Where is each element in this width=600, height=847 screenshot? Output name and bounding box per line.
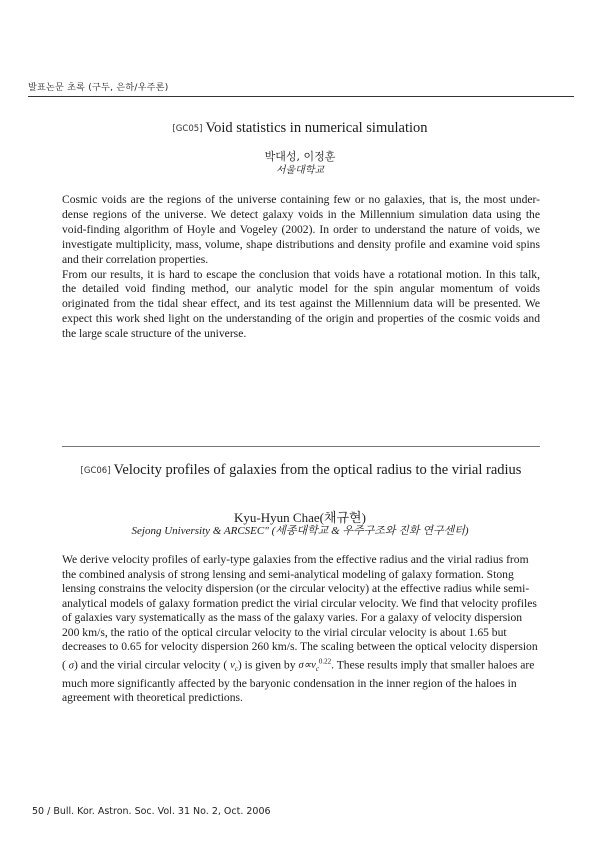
abstract-2-text-3: ) is given by — [237, 658, 296, 671]
abstract-2-title: Velocity profiles of galaxies from the optical radius to the virial radius — [113, 462, 522, 478]
relation-lhs: σ∝v — [298, 660, 316, 671]
abstract-2-text-4: . These results imply that smaller haloes are much more significantly affected by the baryonic condensation in the inner region of the haloes in agreement with theoretical predictions. — [62, 658, 535, 705]
abstract-1-authors: 박대성, 이정훈 — [264, 150, 336, 163]
abstract-1-paragraph: Cosmic voids are the regions of the universe containing few or no galaxies, that is, the most under-dense regions of the universe. We detect galaxy voids in the Millennium simulation data using the void-finding algorithm of Hoyle and Vogeley (2002). In order to understand the nature of voids, we investigate multiplicity, mass, volume, shape distributions and density profile and examine void spins and their correlation properties. — [62, 193, 540, 266]
abstract-1-title-line — [60, 120, 540, 137]
header-rule — [28, 96, 574, 97]
scaling-relation — [298, 657, 332, 674]
abstract-2-code: [GC06] — [80, 466, 111, 476]
section-divider — [62, 446, 540, 447]
abstract-1-code: [GC05] — [172, 124, 203, 134]
abstract-2-text-2: ) and the virial circular velocity ( — [73, 658, 228, 671]
abstract-2-text-1: We derive velocity profiles of early-type galaxies from the effective radius and the virial radius from the combined analysis of strong lensing and semi-analytical modeling of galaxy formation. Stong lensing constrains the velocity dispersion (or the circular velocity) at the effective radius while semi-analytical models of galaxy formation predict the virial circular velocity. We find that velocity profiles of galaxies vary systematically as the mass of the galaxy varies. For a galaxy of velocity dispersion 200 km/s, the ratio of the optical circular velocity to the virial circular velocity is about 1.65 but decreases to 0.65 for velocity dispersion 260 km/s. The scaling between the optical velocity dispersion ( — [62, 553, 538, 671]
abstract-2-title-line — [62, 462, 540, 480]
vc-subscript: c — [234, 665, 238, 674]
abstract-2-body — [62, 553, 540, 706]
abstract-1-affiliation: 서울대학교 — [275, 165, 325, 176]
abstract-2-paragraph — [62, 553, 540, 706]
abstract-1-title: Void statistics in numerical simulation — [205, 120, 428, 136]
vc-symbol — [230, 660, 238, 674]
abstract-2-affiliation: Sejong University & ARCSEC" (세종대학교 & 우주구조와 진화 연구센터) — [131, 525, 469, 537]
vc-letter: v — [230, 660, 235, 671]
abstract-1-body — [62, 193, 540, 342]
abstract-1-paragraph: From our results, it is hard to escape the conclusion that voids have a rotational motion. In this talk, the detailed void finding method, our analytic model for the spin angular momentum of voids originated from the tidal shear effect, and its test against the Millennium data will be presented. We expect this work shed light on the understanding of the origin and properties of the cosmic voids and the large scale structure of the universe. — [62, 267, 540, 341]
page-footer-citation: 50 / Bull. Kor. Astron. Soc. Vol. 31 No. 2, Oct. 2006 — [32, 806, 271, 817]
relation-subscript: c — [315, 665, 319, 674]
relation-exponent: 0.22 — [318, 657, 332, 666]
sigma-symbol: σ — [68, 660, 74, 671]
abstract-2-authors: Kyu-Hyun Chae(채규현) — [234, 510, 366, 525]
running-head: 발표논문 초록 (구두, 은하/우주론) — [28, 83, 169, 93]
